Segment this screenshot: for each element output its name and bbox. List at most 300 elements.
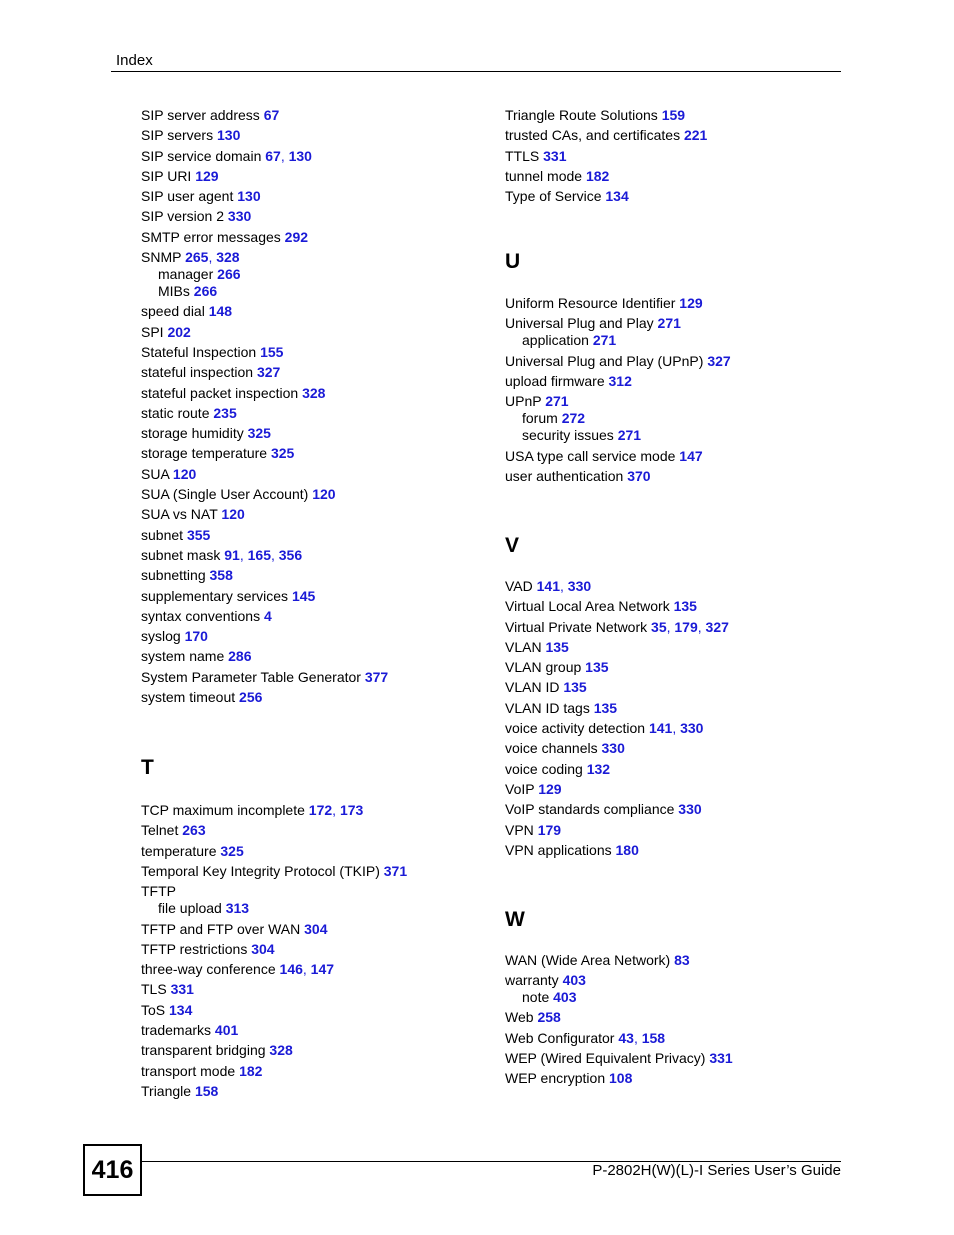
index-term: TFTP restrictions xyxy=(141,940,248,957)
page-link[interactable]: 330 xyxy=(227,208,252,225)
index-term: warranty xyxy=(505,972,559,989)
page-link[interactable]: 271 xyxy=(657,315,681,332)
index-entry-line xyxy=(505,373,845,390)
page-link[interactable]: 304 xyxy=(304,920,328,937)
index-entry-line xyxy=(141,405,481,422)
index-entry xyxy=(505,700,845,717)
index-entry-line xyxy=(505,781,845,798)
index-term: three-way conference xyxy=(141,961,276,978)
index-term: VLAN ID xyxy=(505,679,560,696)
index-section xyxy=(505,534,845,859)
index-entry-line xyxy=(141,364,481,381)
index-entry xyxy=(141,445,481,462)
page-link[interactable]: 158 xyxy=(641,1029,666,1046)
index-entry xyxy=(141,567,481,584)
index-entry xyxy=(505,168,845,185)
index-entry xyxy=(505,801,845,818)
index-entry-line xyxy=(505,740,845,757)
index-entry xyxy=(505,679,845,696)
index-term: SIP URI xyxy=(141,167,192,184)
index-entry-line xyxy=(141,567,481,584)
guide-title: P-2802H(W)(L)-I Series User’s Guide xyxy=(592,1162,841,1179)
page-link[interactable]: 108 xyxy=(609,1070,633,1087)
index-term: SNMP xyxy=(141,249,182,266)
page-link[interactable]: 135 xyxy=(545,638,569,655)
index-entry xyxy=(141,208,481,225)
page-link[interactable]: 129 xyxy=(538,780,562,797)
index-term: storage temperature xyxy=(141,445,268,462)
index-entry xyxy=(505,107,845,124)
index-entry-line xyxy=(141,208,481,225)
index-entry xyxy=(141,405,481,422)
page-link[interactable]: 330 xyxy=(601,740,625,757)
index-term: Uniform Resource Identifier xyxy=(505,295,676,312)
index-term: file upload xyxy=(158,900,222,917)
index-subentry xyxy=(141,283,481,300)
index-entry xyxy=(505,619,845,636)
index-entry-line xyxy=(141,547,481,564)
index-entry xyxy=(505,148,845,165)
index-term: Universal Plug and Play (UPnP) xyxy=(505,352,704,369)
index-entry xyxy=(505,578,845,595)
page-link[interactable]: 403 xyxy=(553,989,577,1006)
index-entry-line xyxy=(141,628,481,645)
index-entry-line xyxy=(141,648,481,665)
page-link[interactable]: 312 xyxy=(608,373,632,390)
index-entry xyxy=(141,229,481,246)
index-entry xyxy=(141,425,481,442)
index-term: System Parameter Table Generator xyxy=(141,668,361,685)
page-link[interactable]: 325 xyxy=(247,425,271,442)
index-entry-line xyxy=(141,981,481,998)
index-term: Triangle xyxy=(141,1082,192,1099)
page-link[interactable]: 155 xyxy=(260,343,284,360)
index-entry xyxy=(141,107,481,124)
section-letter: W xyxy=(505,907,525,931)
index-term: WEP (Wired Equivalent Privacy) xyxy=(505,1050,706,1067)
page-link[interactable]: 134 xyxy=(169,1001,193,1018)
index-term: Web xyxy=(505,1009,534,1026)
index-entry xyxy=(505,1070,845,1087)
index-term: transport mode xyxy=(141,1062,236,1079)
index-entry-line xyxy=(505,1009,845,1026)
index-entry-line xyxy=(141,1083,481,1100)
index-entry-line xyxy=(141,669,481,686)
index-entry xyxy=(505,1009,845,1026)
index-entry-line xyxy=(505,801,845,818)
index-term: VPN applications xyxy=(505,841,612,858)
index-entry xyxy=(141,863,481,880)
index-term: TCP maximum incomplete xyxy=(141,802,305,819)
page-link[interactable]: 147 xyxy=(310,961,335,978)
page-link[interactable]: 170 xyxy=(184,628,208,645)
index-entry-line xyxy=(505,700,845,717)
index-entry xyxy=(141,921,481,938)
page-link[interactable]: 148 xyxy=(208,303,233,320)
index-term: speed dial xyxy=(141,303,205,320)
index-term: temperature xyxy=(141,842,217,859)
index-entry xyxy=(505,393,845,444)
index-entry-line xyxy=(505,952,845,969)
page-link[interactable]: 129 xyxy=(679,295,703,312)
index-term: SIP user agent xyxy=(141,188,234,205)
page-link[interactable]: 263 xyxy=(182,822,206,839)
index-entry-line xyxy=(505,127,845,144)
page-link[interactable]: 235 xyxy=(213,404,237,421)
page-link[interactable]: 371 xyxy=(383,862,408,879)
page-link[interactable]: 130 xyxy=(217,127,241,144)
index-entry-line xyxy=(141,689,481,706)
index-term: VLAN xyxy=(505,638,542,655)
section-letter: U xyxy=(505,250,521,274)
index-subentry xyxy=(505,410,845,427)
page-separator: , xyxy=(270,546,279,563)
index-term: VoIP standards compliance xyxy=(505,801,675,818)
index-entry xyxy=(141,188,481,205)
index-entry xyxy=(505,448,845,465)
index-entry-line xyxy=(505,107,845,124)
index-term: SMTP error messages xyxy=(141,228,281,245)
index-column-left xyxy=(141,107,481,1103)
index-subentry xyxy=(505,427,845,444)
page-link[interactable]: 292 xyxy=(284,228,309,245)
index-entry-line xyxy=(141,107,481,124)
index-section xyxy=(141,756,481,1100)
index-entry xyxy=(141,324,481,341)
index-term: voice channels xyxy=(505,740,598,757)
index-term: Stateful Inspection xyxy=(141,343,257,360)
index-entry xyxy=(141,802,481,819)
index-entry-line xyxy=(141,445,481,462)
index-entry xyxy=(141,608,481,625)
index-term: system timeout xyxy=(141,689,236,706)
page-link[interactable]: 91 xyxy=(224,546,240,563)
index-entry xyxy=(141,981,481,998)
page-link[interactable]: 272 xyxy=(561,410,586,427)
index-entry xyxy=(505,295,845,312)
index-term: stateful inspection xyxy=(141,364,254,381)
index-term: SPI xyxy=(141,323,164,340)
index-term: Telnet xyxy=(141,822,179,839)
index-term: subnetting xyxy=(141,567,206,584)
index-term: syntax conventions xyxy=(141,607,261,624)
index-subentry xyxy=(141,900,481,917)
page-link[interactable]: 159 xyxy=(661,107,686,123)
index-entry xyxy=(141,1002,481,1019)
index-entry-line xyxy=(141,466,481,483)
page-link[interactable]: 120 xyxy=(172,465,197,482)
index-term: VLAN group xyxy=(505,659,582,676)
index-entry-line xyxy=(141,324,481,341)
index-term: USA type call service mode xyxy=(505,447,676,464)
index-entry-line xyxy=(505,393,845,410)
page-link[interactable]: 330 xyxy=(567,577,592,594)
index-entry-line xyxy=(141,527,481,544)
page-link[interactable]: 182 xyxy=(585,167,610,184)
page-link[interactable]: 135 xyxy=(673,598,697,615)
index-entry xyxy=(505,188,845,205)
page-link[interactable]: 331 xyxy=(543,147,567,164)
index-term: tunnel mode xyxy=(505,167,583,184)
index-term: SIP servers xyxy=(141,127,214,144)
page-link[interactable]: 221 xyxy=(683,127,708,144)
page-link[interactable]: 120 xyxy=(312,486,336,503)
index-entry-line xyxy=(141,188,481,205)
index-entry xyxy=(505,639,845,656)
page-link[interactable]: 135 xyxy=(593,699,618,716)
page-link[interactable]: 147 xyxy=(679,447,703,464)
index-entry xyxy=(141,344,481,361)
page-link[interactable]: 401 xyxy=(214,1021,239,1038)
index-term: UPnP xyxy=(505,393,542,410)
index-entry xyxy=(141,527,481,544)
index-term: VLAN ID tags xyxy=(505,699,590,716)
index-entry-line xyxy=(505,315,845,332)
index-entry xyxy=(141,1042,481,1059)
page-link[interactable]: 4 xyxy=(263,607,272,624)
page-link[interactable]: 328 xyxy=(216,249,240,266)
page-link[interactable]: 145 xyxy=(291,587,316,604)
section-letter: V xyxy=(505,533,520,557)
page-link[interactable]: 327 xyxy=(705,618,729,635)
page-link[interactable]: 330 xyxy=(680,720,704,737)
index-entry xyxy=(505,127,845,144)
page-link[interactable]: 135 xyxy=(585,659,609,676)
index-entry xyxy=(505,720,845,737)
index-term: Virtual Local Area Network xyxy=(505,598,670,615)
page-link[interactable]: 330 xyxy=(678,801,702,818)
index-entry xyxy=(141,168,481,185)
index-entry-line xyxy=(141,1002,481,1019)
page-separator: , xyxy=(697,618,706,635)
index-subentry xyxy=(505,332,845,349)
index-term: SIP server address xyxy=(141,107,260,123)
index-term: ToS xyxy=(141,1001,166,1018)
index-entry-line xyxy=(141,344,481,361)
page-link[interactable]: 265 xyxy=(185,249,209,266)
index-entry-line xyxy=(505,1050,845,1067)
index-entry-line xyxy=(505,822,845,839)
index-entry-line xyxy=(505,188,845,205)
index-entry xyxy=(505,659,845,676)
page-link[interactable]: 256 xyxy=(239,689,263,706)
page-link[interactable]: 141 xyxy=(648,720,673,737)
page-link[interactable]: 158 xyxy=(194,1082,219,1099)
page-link[interactable]: 271 xyxy=(545,393,569,410)
section-letter: T xyxy=(141,756,154,780)
index-entry xyxy=(141,648,481,665)
index-entry xyxy=(141,588,481,605)
page-link[interactable]: 327 xyxy=(256,364,281,381)
index-term: subnet xyxy=(141,526,184,543)
index-entry xyxy=(141,127,481,144)
page-link[interactable]: 182 xyxy=(239,1062,263,1079)
page-link[interactable]: 271 xyxy=(592,332,617,349)
page-link[interactable]: 179 xyxy=(537,821,562,838)
page-link[interactable]: 331 xyxy=(709,1050,733,1067)
index-term: TLS xyxy=(141,981,167,998)
index-term: SUA xyxy=(141,465,170,482)
page-link[interactable]: 313 xyxy=(225,900,250,917)
index-term: Virtual Private Network xyxy=(505,618,648,635)
index-entry xyxy=(141,466,481,483)
page-link[interactable]: 130 xyxy=(237,188,261,205)
index-entry xyxy=(141,249,481,300)
page-link[interactable]: 403 xyxy=(562,972,586,989)
page-link[interactable]: 130 xyxy=(288,147,312,164)
index-term: manager xyxy=(158,266,214,283)
index-term: TFTP and FTP over WAN xyxy=(141,920,301,937)
index-term: Type of Service xyxy=(505,188,602,205)
page-link[interactable]: 327 xyxy=(707,352,731,369)
index-entry-line xyxy=(141,1022,481,1039)
page-link[interactable]: 304 xyxy=(251,940,275,957)
index-column-right xyxy=(505,107,845,1091)
index-entry xyxy=(141,822,481,839)
page-link[interactable]: 67 xyxy=(263,107,280,123)
index-entry-line xyxy=(141,425,481,442)
index-entry xyxy=(141,628,481,645)
index-entry-line xyxy=(141,229,481,246)
index-entry-line xyxy=(505,598,845,615)
page-link[interactable]: 179 xyxy=(674,618,698,635)
index-term: upload firmware xyxy=(505,373,605,390)
index-term: stateful packet inspection xyxy=(141,384,299,401)
index-term: WAN (Wide Area Network) xyxy=(505,951,671,968)
index-entry-line xyxy=(141,506,481,523)
page-link[interactable]: 172 xyxy=(308,802,333,819)
index-term: forum xyxy=(522,410,558,427)
index-entry-line xyxy=(505,295,845,312)
page-separator: , xyxy=(208,249,217,266)
index-entry xyxy=(505,315,845,349)
index-entry xyxy=(505,781,845,798)
index-entry-line xyxy=(141,1063,481,1080)
index-term: SUA vs NAT xyxy=(141,506,218,523)
page-link[interactable]: 67 xyxy=(265,147,281,164)
index-entry-line xyxy=(505,761,845,778)
page-link[interactable]: 370 xyxy=(627,467,651,484)
page-link[interactable]: 132 xyxy=(586,760,611,777)
index-entry xyxy=(141,364,481,381)
page-link[interactable]: 173 xyxy=(339,802,364,819)
page-link[interactable]: 129 xyxy=(195,167,219,184)
index-entry-line xyxy=(141,148,481,165)
page-link[interactable]: 135 xyxy=(563,679,587,696)
index-entry-line xyxy=(141,822,481,839)
index-term: static route xyxy=(141,404,210,421)
index-entry-line xyxy=(141,961,481,978)
index-term: SIP service domain xyxy=(141,147,262,164)
page-separator: , xyxy=(560,577,568,594)
page-link[interactable]: 146 xyxy=(279,961,303,978)
index-term: supplementary services xyxy=(141,587,289,604)
index-entry-line xyxy=(141,863,481,880)
index-entry-line xyxy=(141,1042,481,1059)
index-entry-line xyxy=(141,921,481,938)
page-link[interactable]: 355 xyxy=(186,526,211,543)
page-link[interactable]: 134 xyxy=(605,188,629,205)
page-link[interactable]: 180 xyxy=(615,841,639,858)
index-term: Web Configurator xyxy=(505,1029,615,1046)
index-term: trademarks xyxy=(141,1021,212,1038)
index-entry-line xyxy=(141,843,481,860)
index-entry xyxy=(505,1050,845,1067)
index-entry xyxy=(141,669,481,686)
index-entry xyxy=(141,385,481,402)
index-subentry xyxy=(505,989,845,1006)
index-term: security issues xyxy=(522,427,614,444)
index-term: WEP encryption xyxy=(505,1070,606,1087)
index-term: voice coding xyxy=(505,760,583,777)
index-entry xyxy=(141,941,481,958)
index-entry xyxy=(505,598,845,615)
page-link[interactable]: 286 xyxy=(228,648,252,665)
page-link[interactable]: 83 xyxy=(674,951,690,968)
index-entry xyxy=(141,486,481,503)
page-link[interactable]: 266 xyxy=(193,283,218,300)
index-entry-line xyxy=(505,679,845,696)
page-link[interactable]: 356 xyxy=(278,546,303,563)
index-entry xyxy=(505,972,845,1006)
page-link[interactable]: 141 xyxy=(536,577,560,594)
page-separator: , xyxy=(280,147,289,164)
index-entry xyxy=(505,822,845,839)
page-link[interactable]: 377 xyxy=(364,668,389,685)
page-link[interactable]: 35 xyxy=(651,618,667,635)
index-entry-line xyxy=(505,1030,845,1047)
index-entry-line xyxy=(141,802,481,819)
page-separator: , xyxy=(672,720,681,737)
index-entry-line xyxy=(505,720,845,737)
page-separator: , xyxy=(633,1029,642,1046)
page-link[interactable]: 325 xyxy=(270,445,295,462)
index-entry-line xyxy=(141,303,481,320)
page-link[interactable]: 331 xyxy=(170,981,194,998)
page-link[interactable]: 43 xyxy=(618,1029,634,1046)
index-entry-line xyxy=(505,578,845,595)
index-entry xyxy=(141,148,481,165)
index-entry-line xyxy=(141,486,481,503)
index-entry xyxy=(505,373,845,390)
index-entry xyxy=(141,1063,481,1080)
page-header-title: Index xyxy=(116,52,153,69)
page-link[interactable]: 120 xyxy=(221,506,245,523)
index-term: VoIP xyxy=(505,780,535,797)
index-term: SIP version 2 xyxy=(141,208,225,225)
page-link[interactable]: 202 xyxy=(167,323,191,340)
index-entry-line xyxy=(505,972,845,989)
index-subentry xyxy=(141,266,481,283)
page-link[interactable]: 328 xyxy=(269,1042,293,1059)
page-link[interactable]: 325 xyxy=(220,842,244,859)
index-entry-line xyxy=(505,168,845,185)
page-link[interactable]: 271 xyxy=(617,427,642,444)
index-entry xyxy=(505,952,845,969)
page-link[interactable]: 328 xyxy=(302,384,326,401)
index-entry-line xyxy=(505,639,845,656)
page-link[interactable]: 258 xyxy=(537,1009,561,1026)
page-link[interactable]: 266 xyxy=(217,266,241,283)
index-term: voice activity detection xyxy=(505,720,646,737)
index-section xyxy=(505,250,845,485)
page-link[interactable]: 165 xyxy=(247,546,271,563)
page-separator: , xyxy=(332,802,340,819)
index-entry xyxy=(141,506,481,523)
page-link[interactable]: 358 xyxy=(209,567,233,584)
index-entry xyxy=(505,842,845,859)
index-term: note xyxy=(522,989,550,1006)
